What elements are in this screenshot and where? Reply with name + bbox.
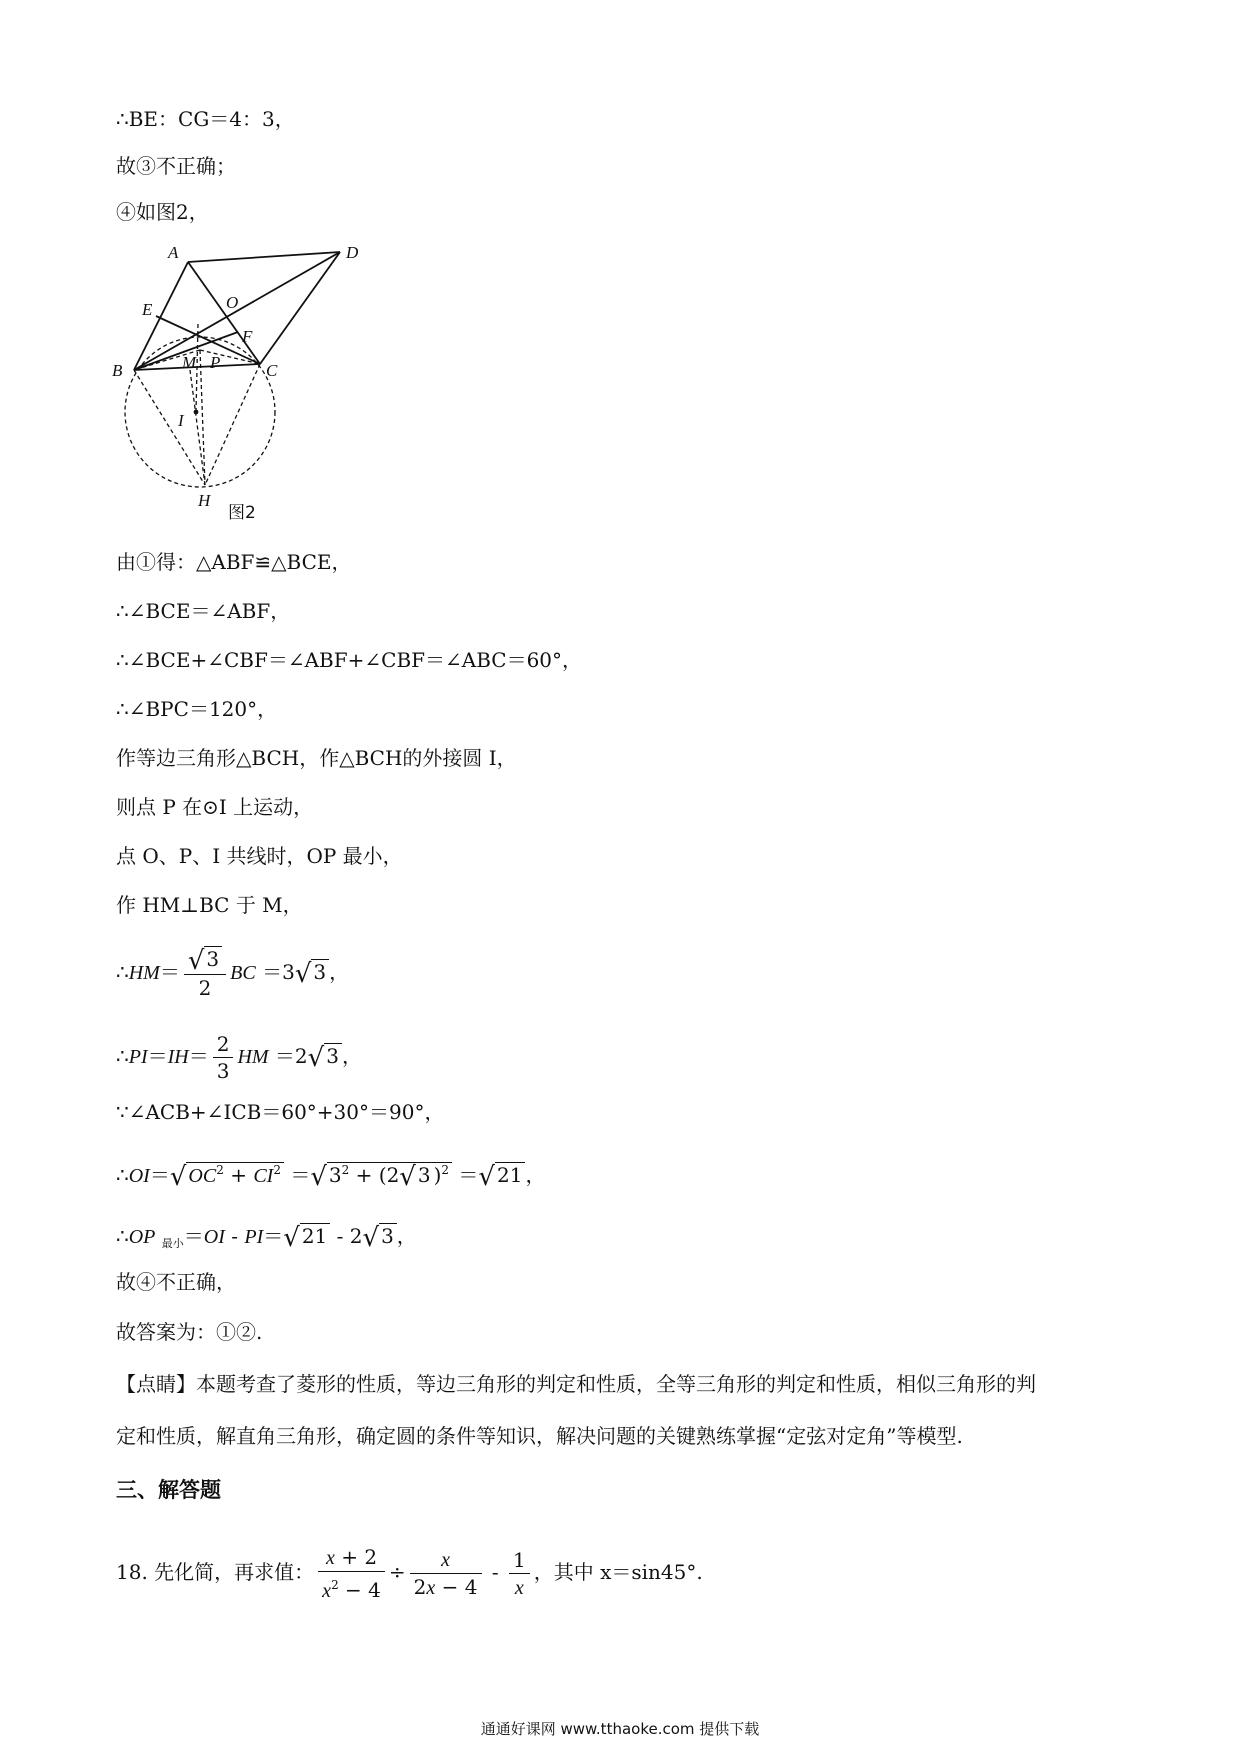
text-line: ∴∠BCE＝∠ABF， <box>116 599 291 623</box>
text-line: ∴∠BCE+∠CBF＝∠ABF+∠CBF＝∠ABC＝60°， <box>116 648 583 672</box>
section-heading: 三、解答题 <box>116 1478 221 1502</box>
q18-prefix: 18. 先化简，再求值： <box>116 1560 315 1584</box>
text-line: 故④不正确， <box>116 1270 236 1294</box>
label-f: F <box>242 327 253 346</box>
note-line-2: 定和性质，解直角三角形，确定圆的条件等知识，解决问题的关键熟练掌握“定弦对定角”等模型. <box>116 1424 963 1448</box>
text-line: 作 HM⊥BC 于 M， <box>116 893 303 917</box>
text-line: 作等边三角形△BCH，作△BCH的外接圆 I， <box>116 746 517 770</box>
formula-pi: ∴PI＝IH＝ $\frac{2}{3}$ HM ＝2√ 3 ， <box>116 1032 362 1083</box>
label-d: D <box>346 243 359 262</box>
label-b: B <box>112 361 123 380</box>
text-line: ∴BE：CG＝4：3， <box>116 107 295 131</box>
text-line: ∴∠BPC＝120°， <box>116 697 278 721</box>
text-line: 点 O、P、I 共线时，OP 最小， <box>116 844 403 868</box>
formula-oi: ∴OI＝√ $OC^2 + CI^2$ ＝√ $3^2 + (2√$ 3 )$^2$ ＝√ 21 ， <box>116 1162 546 1192</box>
label-a: A <box>168 243 179 262</box>
formula-hm: ∴HM＝ $\frac{√ 3}{2}$ BC ＝3√ 3 ， <box>116 946 350 1000</box>
label-e: E <box>142 300 153 319</box>
label-h: H <box>198 491 211 510</box>
label-c: C <box>266 361 278 380</box>
label-p: P <box>210 353 221 372</box>
question-18: 18. 先化简，再求值： $\frac{x + 2}{x^2 - 4}$ ÷ $\frac{x}{2x - 4}$ - $\frac{1}{x}$ ，其中 x＝sin45°. <box>116 1544 703 1602</box>
label-i: I <box>178 411 184 430</box>
geometry-figure <box>100 240 360 530</box>
text-line: 故答案为：①②. <box>116 1320 263 1344</box>
text-line: ∵∠ACB+∠ICB＝60°+30°＝90°， <box>116 1100 445 1124</box>
q18-suffix: ，其中 x＝sin45°. <box>533 1560 703 1584</box>
note-line-1: 【点睛】本题考查了菱形的性质，等边三角形的判定和性质，全等三角形的判定和性质，相似三角形的判 <box>116 1372 1036 1396</box>
text-line: ④如图2， <box>116 200 209 224</box>
text-line: 则点 P 在⊙I 上运动， <box>116 795 314 819</box>
label-m: M <box>182 353 197 372</box>
label-o: O <box>226 293 239 312</box>
page-footer: 通通好课网 www.tthaoke.com 提供下载 <box>480 1720 760 1738</box>
text-line: 故③不正确； <box>116 154 236 178</box>
figure-caption: 图2 <box>228 503 256 523</box>
formula-op-min: ∴OP $_{最小}$＝OI - PI＝√ 21 - 2√ 3 ， <box>116 1223 417 1253</box>
text-line: 由①得：△ABF≌△BCE， <box>116 550 352 574</box>
